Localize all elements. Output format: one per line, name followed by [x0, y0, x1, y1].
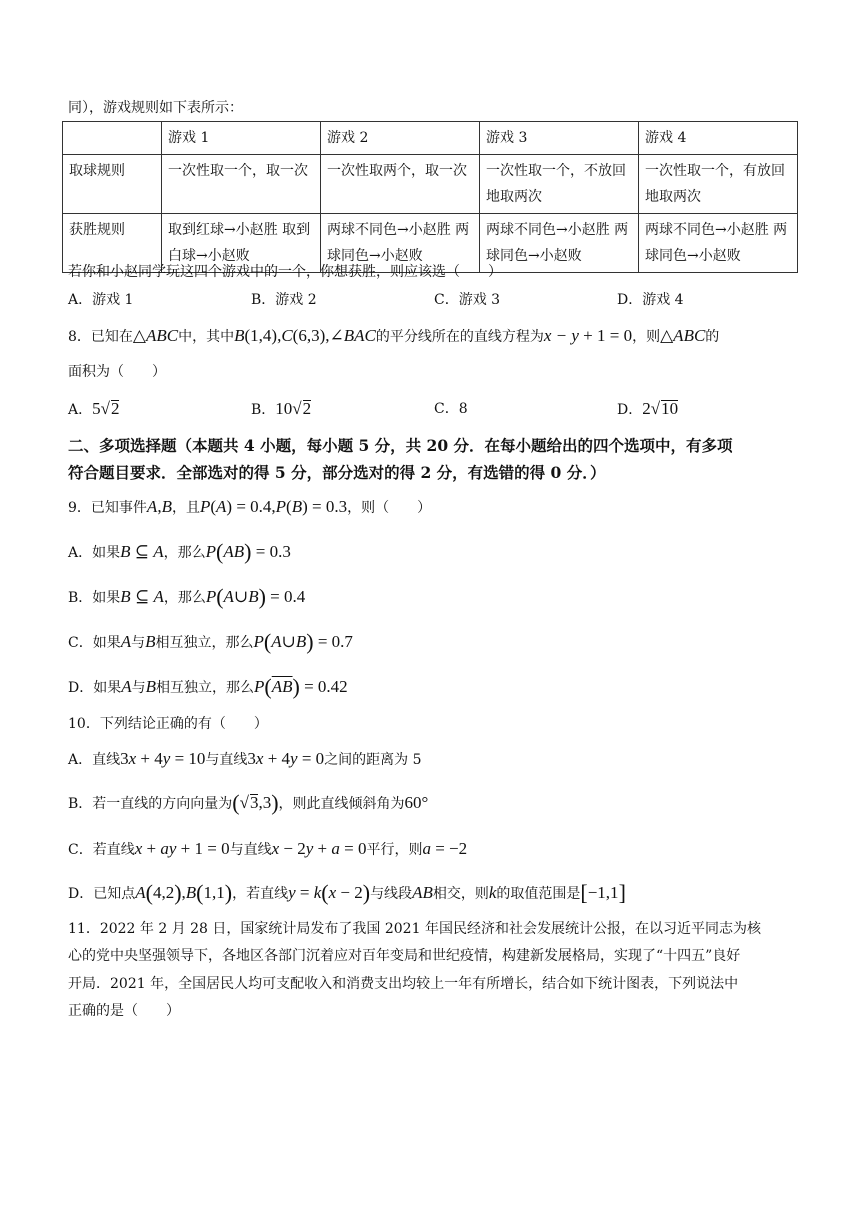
section2-heading-line2: 符合题目要求．全部选对的得 5 分，部分选对的得 2 分，有选错的得 0 分．）: [68, 463, 606, 482]
table-cell: 两球不同色→小赵胜 两球同色→小赵败: [321, 214, 480, 273]
q11-stem-line3: 开局．2021 年，全国居民人均可支配收入和消费支出均较上一年有所增长，结合如下统计图表，下列说法中: [68, 976, 739, 992]
q8-option-d[interactable]: D．2√10: [617, 399, 679, 418]
q11-stem-line2: 心的党中央坚强领导下，各地区各部门沉着应对百年变局和世纪疫情，构建新发展格局，实现了“十四五”良好: [68, 948, 741, 964]
row-label: 取球规则: [63, 155, 162, 214]
option-label: D．: [617, 402, 643, 418]
q9-option-b[interactable]: B．如果B ⊆ A，那么P(A∪B) = 0.4: [68, 584, 306, 609]
q9-text: 相互独立，那么: [156, 680, 255, 696]
table-cell: 一次性取一个，不放回地取两次: [480, 155, 639, 214]
q7-option-b[interactable]: B．游戏 2: [251, 292, 317, 308]
q10-option-c[interactable]: C．若直线x + ay + 1 = 0与直线x − 2y + a = 0平行，则a = −2: [68, 839, 468, 858]
q10-text: 与直线: [205, 752, 248, 768]
section2-heading: 二、多项选择题（本题共 4 小题，每小题 5 分，共 20 分．在每小题给出的四个选项中，有多项: [68, 436, 733, 455]
q8-text: 的: [705, 329, 720, 345]
option-label: A．: [68, 402, 93, 418]
q8-option-b[interactable]: B．10√2: [251, 399, 312, 418]
q9-option-d[interactable]: D．如果A与B相互独立，那么$P(\overline{AB}) = 0.42$: [68, 674, 348, 699]
q9-option-a[interactable]: A．如果B ⊆ A，那么P(AB) = 0.3: [68, 539, 291, 564]
option-label: A．直线: [68, 752, 121, 768]
row-label: 获胜规则: [63, 214, 162, 273]
q9-option-c[interactable]: C．如果A与B相互独立，那么P(A∪B) = 0.7: [68, 629, 353, 654]
q10-option-a[interactable]: A．直线3x + 4y = 10与直线3x + 4y = 0之间的距离为 5: [68, 749, 422, 768]
table-cell: 一次性取一个，取一次: [162, 155, 321, 214]
q8-text: ，则: [632, 329, 661, 345]
table-header: 游戏 4: [639, 122, 798, 155]
q9-stem: 9．已知事件A,B，且P(A) = 0.4,P(B) = 0.3，则（ ）: [68, 497, 432, 516]
q7-option-a[interactable]: A．游戏 1: [68, 292, 134, 308]
q10-option-d[interactable]: D．已知点A(4,2),B(1,1)，若直线y = k(x − 2)与线段AB相交，则k的取值范围是[−1,1]: [68, 880, 626, 905]
option-label: B．如果: [68, 590, 121, 606]
table-header: 游戏 1: [162, 122, 321, 155]
table-row: [63, 122, 798, 155]
q10-text: 与直线: [229, 842, 272, 858]
option-label: A．如果: [68, 545, 121, 561]
q9-text: 相互独立，那么: [155, 635, 254, 651]
q9-text: 9．已知事件: [68, 500, 147, 516]
q10-stem: 10．下列结论正确的有（ ）: [68, 716, 268, 732]
q8-text: 中，其中: [178, 329, 235, 345]
table-header: 游戏 3: [480, 122, 639, 155]
q9-text: 与: [131, 635, 146, 651]
option-label: B．: [251, 402, 276, 418]
q9-text: ，那么: [163, 590, 206, 606]
q11-stem-line4: 正确的是（ ）: [68, 1003, 180, 1019]
q9-text: ，那么: [163, 545, 206, 561]
option-label: B．若一直线的方向向量为: [68, 796, 233, 812]
q10-text: 与线段: [370, 886, 413, 902]
q10-text: 相交，则: [432, 886, 489, 902]
table-cell: 两球不同色→小赵胜 两球同色→小赵败: [639, 214, 798, 273]
table-cell: 两球不同色→小赵胜 两球同色→小赵败: [480, 214, 639, 273]
game-rules-table: [62, 121, 798, 273]
option-label: C．如果: [68, 635, 121, 651]
table-cell: 一次性取两个，取一次: [321, 155, 480, 214]
q8-stem-line2: 面积为（ ）: [68, 364, 166, 380]
option-label: C．若直线: [68, 842, 135, 858]
q8-option-c[interactable]: C．8: [434, 401, 468, 417]
table-cell: 一次性取一个，有放回地取两次: [639, 155, 798, 214]
table-cell: 取到红球→小赵胜 取到白球→小赵败: [162, 214, 321, 273]
q9-text: ，则（ ）: [347, 500, 432, 516]
q7-stem: 若你和小赵同学玩这四个游戏中的一个，你想获胜，则应该选（ ）: [68, 264, 502, 280]
q10-text: 之间的距离为 5: [324, 752, 422, 768]
q8-text: 的平分线所在的直线方程为: [375, 329, 544, 345]
q7-option-d[interactable]: D．游戏 4: [617, 292, 684, 308]
option-label: D．如果: [68, 680, 122, 696]
option-label: D．已知点: [68, 886, 136, 902]
q8-text: 8．已知在: [68, 329, 133, 345]
q7-option-c[interactable]: C．游戏 3: [434, 292, 501, 308]
table-row: [63, 155, 798, 214]
q9-text: ，且: [171, 500, 200, 516]
intro-line: 同），游戏规则如下表所示：: [68, 100, 243, 116]
q9-text: 与: [131, 680, 146, 696]
q10-text: ，若直线: [232, 886, 289, 902]
q11-stem: 11．2022 年 2 月 28 日，国家统计局发布了我国 2021 年国民经济和社会发展统计公报，在以习近平同志为核: [68, 921, 761, 937]
q10-text: 的取值范围是: [496, 886, 581, 902]
table-header: 游戏 2: [321, 122, 480, 155]
q10-text: ，则此直线倾斜角为: [278, 796, 405, 812]
q10-option-b[interactable]: B．若一直线的方向向量为(√3,3)，则此直线倾斜角为60°: [68, 790, 429, 815]
table-cell: [63, 122, 162, 155]
q8-stem: 8．已知在△ABC中，其中B(1,4),C(6,3),∠BAC的平分线所在的直线方程为x − y + 1 = 0，则△ABC的: [68, 326, 720, 345]
q10-text: 平行，则: [366, 842, 423, 858]
q8-option-a[interactable]: A．5√2: [68, 399, 120, 418]
